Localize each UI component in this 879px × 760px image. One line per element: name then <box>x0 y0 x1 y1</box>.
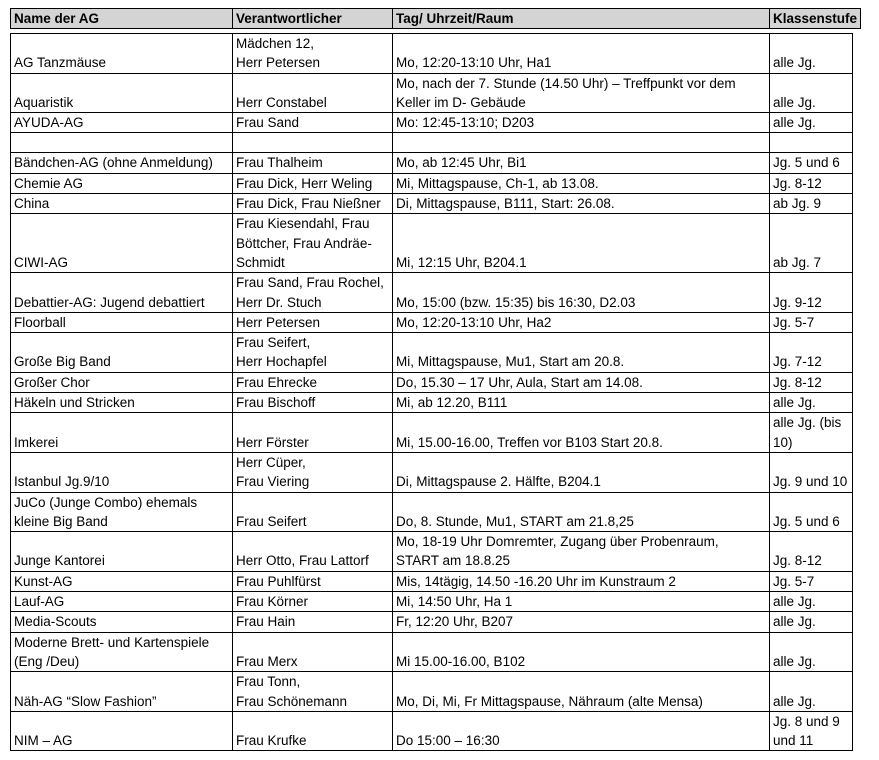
table-row <box>11 532 853 572</box>
table-row <box>11 133 853 153</box>
cell-grade: Jg. 9 und 10 <box>770 452 853 492</box>
cell-time-room: Do, 15.30 – 17 Uhr, Aula, Start am 14.08. <box>393 372 770 392</box>
cell-grade: ab Jg. 9 <box>770 194 853 214</box>
cell-responsible: Frau Seifert <box>233 492 393 532</box>
cell-responsible <box>233 133 393 153</box>
cell-responsible: Herr Förster <box>233 413 393 453</box>
cell-grade: alle Jg. <box>770 393 853 413</box>
ag-table <box>10 33 853 751</box>
cell-time-room: Do, 8. Stunde, Mu1, START am 21.8,25 <box>393 492 770 532</box>
cell-grade: Jg. 8 und 9 und 11 <box>770 711 853 751</box>
table-row <box>11 113 853 133</box>
cell-time-room <box>393 133 770 153</box>
cell-time-room: Di, Mittagspause 2. Hälfte, B204.1 <box>393 452 770 492</box>
cell-ag-name: Floorball <box>11 312 233 332</box>
cell-responsible: Frau Krufke <box>233 711 393 751</box>
cell-grade: alle Jg. <box>770 672 853 712</box>
cell-grade: alle Jg. <box>770 73 853 113</box>
cell-responsible: Mädchen 12, Herr Petersen <box>233 34 393 74</box>
cell-responsible: Herr Cüper, Frau Viering <box>233 452 393 492</box>
cell-ag-name: China <box>11 194 233 214</box>
cell-responsible: Frau Tonn, Frau Schönemann <box>233 672 393 712</box>
cell-time-room: Mi, 12:15 Uhr, B204.1 <box>393 214 770 273</box>
cell-time-room: Mi, Mittagspause, Ch-1, ab 13.08. <box>393 173 770 193</box>
cell-grade: alle Jg. <box>770 632 853 672</box>
table-row <box>11 592 853 612</box>
cell-time-room: Mi, ab 12.20, B111 <box>393 393 770 413</box>
cell-responsible: Frau Dick, Herr Weling <box>233 173 393 193</box>
cell-ag-name: Junge Kantorei <box>11 532 233 572</box>
header-table <box>10 8 861 29</box>
cell-responsible: Frau Thalheim <box>233 153 393 173</box>
table-row <box>11 153 853 173</box>
cell-time-room: Mis, 14tägig, 14.50 -16.20 Uhr im Kunstraum 2 <box>393 571 770 591</box>
cell-grade: Jg. 5 und 6 <box>770 153 853 173</box>
cell-responsible: Frau Körner <box>233 592 393 612</box>
table-row <box>11 492 853 532</box>
cell-responsible: Frau Sand, Frau Rochel, Herr Dr. Stuch <box>233 273 393 313</box>
cell-ag-name: Große Big Band <box>11 333 233 373</box>
cell-ag-name: Lauf-AG <box>11 592 233 612</box>
table-row <box>11 393 853 413</box>
cell-ag-name <box>11 133 233 153</box>
cell-responsible: Frau Seifert, Herr Hochapfel <box>233 333 393 373</box>
table-row <box>11 34 853 74</box>
cell-ag-name: JuCo (Junge Combo) ehemals kleine Big Band <box>11 492 233 532</box>
cell-grade: alle Jg. <box>770 113 853 133</box>
cell-responsible: Herr Constabel <box>233 73 393 113</box>
cell-ag-name: Debattier-AG: Jugend debattiert <box>11 273 233 313</box>
cell-responsible: Frau Kiesendahl, Frau Böttcher, Frau Andräe- Schmidt <box>233 214 393 273</box>
table-row <box>11 452 853 492</box>
cell-grade: Jg. 5 und 6 <box>770 492 853 532</box>
cell-time-room: Mi, 14:50 Uhr, Ha 1 <box>393 592 770 612</box>
cell-ag-name: AG Tanzmäuse <box>11 34 233 74</box>
table-row <box>11 711 853 751</box>
cell-time-room: Mo, 15:00 (bzw. 15:35) bis 16:30, D2.03 <box>393 273 770 313</box>
table-row <box>11 214 853 273</box>
cell-ag-name: Istanbul Jg.9/10 <box>11 452 233 492</box>
col-header-name: Name der AG <box>11 9 233 29</box>
cell-time-room: Mi, Mittagspause, Mu1, Start am 20.8. <box>393 333 770 373</box>
cell-ag-name: NIM – AG <box>11 711 233 751</box>
table-row <box>11 173 853 193</box>
cell-ag-name: Näh-AG “Slow Fashion” <box>11 672 233 712</box>
table-row <box>11 73 853 113</box>
col-header-time: Tag/ Uhrzeit/Raum <box>393 9 770 29</box>
cell-responsible: Frau Merx <box>233 632 393 672</box>
cell-grade: Jg. 8-12 <box>770 372 853 392</box>
cell-grade: alle Jg. <box>770 592 853 612</box>
cell-grade <box>770 133 853 153</box>
cell-time-room: Mi, 15.00-16.00, Treffen vor B103 Start 20.8. <box>393 413 770 453</box>
cell-time-room: Mi 15.00-16.00, B102 <box>393 632 770 672</box>
cell-ag-name: Moderne Brett- und Kartenspiele (Eng /Deu) <box>11 632 233 672</box>
cell-ag-name: Bändchen-AG (ohne Anmeldung) <box>11 153 233 173</box>
col-header-person: Verantwortlicher <box>233 9 393 29</box>
header-row <box>11 9 861 29</box>
cell-responsible: Frau Sand <box>233 113 393 133</box>
cell-responsible: Herr Petersen <box>233 312 393 332</box>
table-row <box>11 333 853 373</box>
cell-grade: Jg. 9-12 <box>770 273 853 313</box>
cell-grade: Jg. 8-12 <box>770 532 853 572</box>
cell-ag-name: AYUDA-AG <box>11 113 233 133</box>
table-row <box>11 612 853 632</box>
ag-table-body <box>11 34 853 751</box>
cell-ag-name: Imkerei <box>11 413 233 453</box>
cell-grade: alle Jg. <box>770 612 853 632</box>
cell-grade: alle Jg. <box>770 34 853 74</box>
table-row <box>11 372 853 392</box>
cell-time-room: Mo, 12:20-13:10 Uhr, Ha2 <box>393 312 770 332</box>
cell-time-room: Mo, 12:20-13:10 Uhr, Ha1 <box>393 34 770 74</box>
cell-ag-name: Großer Chor <box>11 372 233 392</box>
cell-time-room: Mo, ab 12:45 Uhr, Bi1 <box>393 153 770 173</box>
cell-ag-name: Media-Scouts <box>11 612 233 632</box>
cell-responsible: Frau Puhlfürst <box>233 571 393 591</box>
cell-time-room: Do 15:00 – 16:30 <box>393 711 770 751</box>
cell-ag-name: CIWI-AG <box>11 214 233 273</box>
cell-time-room: Mo, nach der 7. Stunde (14.50 Uhr) – Treffpunkt vor dem Keller im D- Gebäude <box>393 73 770 113</box>
cell-grade: Jg. 5-7 <box>770 312 853 332</box>
cell-responsible: Frau Dick, Frau Nießner <box>233 194 393 214</box>
cell-time-room: Fr, 12:20 Uhr, B207 <box>393 612 770 632</box>
cell-grade: ab Jg. 7 <box>770 214 853 273</box>
cell-ag-name: Chemie AG <box>11 173 233 193</box>
cell-ag-name: Häkeln und Stricken <box>11 393 233 413</box>
table-row <box>11 312 853 332</box>
cell-responsible: Frau Ehrecke <box>233 372 393 392</box>
cell-time-room: Mo, 18-19 Uhr Domremter, Zugang über Probenraum, START am 18.8.25 <box>393 532 770 572</box>
cell-time-room: Mo, Di, Mi, Fr Mittagspause, Nähraum (alte Mensa) <box>393 672 770 712</box>
col-header-grade: Klassenstufe <box>770 9 861 29</box>
table-row <box>11 632 853 672</box>
table-row <box>11 273 853 313</box>
cell-responsible: Frau Hain <box>233 612 393 632</box>
cell-grade: alle Jg. (bis 10) <box>770 413 853 453</box>
table-row <box>11 571 853 591</box>
cell-responsible: Herr Otto, Frau Lattorf <box>233 532 393 572</box>
table-row <box>11 672 853 712</box>
cell-grade: Jg. 8-12 <box>770 173 853 193</box>
cell-ag-name: Aquaristik <box>11 73 233 113</box>
cell-responsible: Frau Bischoff <box>233 393 393 413</box>
cell-ag-name: Kunst-AG <box>11 571 233 591</box>
cell-grade: Jg. 5-7 <box>770 571 853 591</box>
table-row <box>11 413 853 453</box>
cell-time-room: Di, Mittagspause, B111, Start: 26.08. <box>393 194 770 214</box>
cell-time-room: Mo: 12:45-13:10; D203 <box>393 113 770 133</box>
table-row <box>11 194 853 214</box>
cell-grade: Jg. 7-12 <box>770 333 853 373</box>
